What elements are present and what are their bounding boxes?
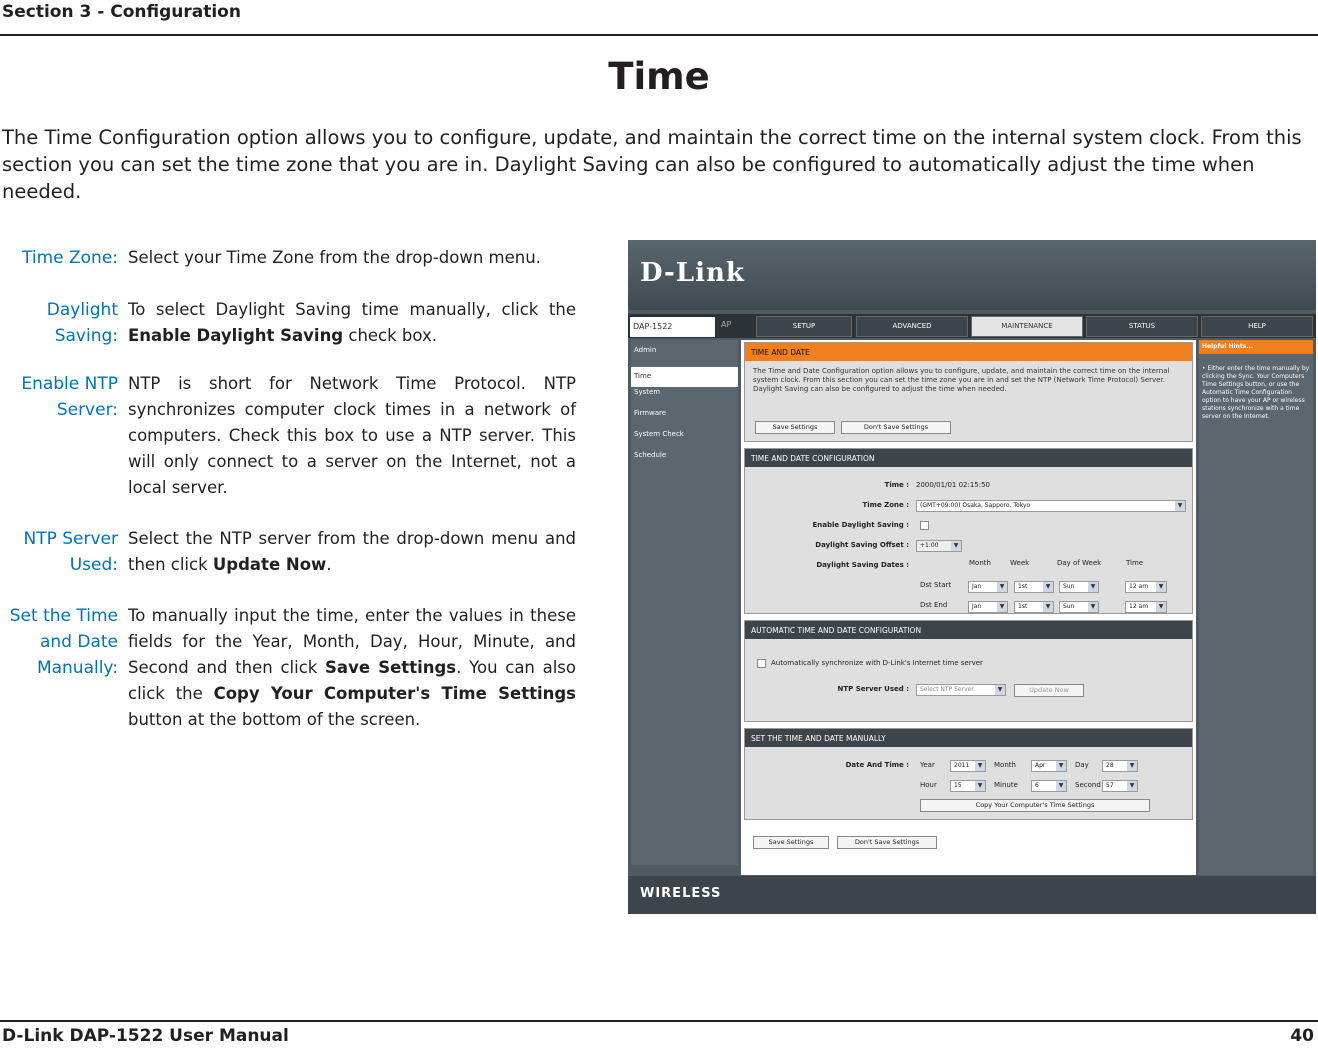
dst-end-select[interactable] (968, 601, 1008, 613)
time-zone-value: (GMT+09:00) Osaka, Sapporo, Tokyo (920, 502, 1031, 509)
auto-config-header: AUTOMATIC TIME AND DATE CONFIGURATION (745, 621, 1192, 639)
term-label-line: Saving: (54, 326, 118, 346)
left-nav (631, 340, 738, 865)
term-label-line: Time Zone: (21, 248, 118, 268)
wireless-label: WIRELESS (640, 886, 722, 901)
chevron-down-icon: ▼ (1043, 582, 1053, 592)
minute-label: Minute (994, 781, 1018, 789)
intro-paragraph: The Time Configuration option allows you to configure, update, and maintain the correct time on the internal system clock. From this section you can set the time zone that you are in. Daylight Saving can also be configured to automatically adjust the time when needed. (2, 126, 1302, 203)
chevron-down-icon: ▼ (1127, 761, 1137, 771)
tab-maintenance[interactable]: MAINTENANCE (971, 316, 1083, 337)
hints-text: • Either enter the time manually by clicking the Sync. Your Computers Time Settings button, or use the Automatic Time Configuration option to have your AP or wireless stations synchronize with a time server on the Internet. (1202, 365, 1310, 420)
enable-dst-checkbox[interactable] (920, 521, 929, 530)
copy-computer-time-button[interactable]: Copy Your Computer's Time Settings (920, 799, 1150, 812)
manual-header: SET THE TIME AND DATE MANUALLY (745, 729, 1192, 747)
chevron-down-icon: ▼ (951, 541, 961, 551)
term-label (0, 603, 118, 681)
ntp-server-value: Select NTP Server (920, 686, 974, 693)
time-and-date-box (744, 342, 1193, 442)
select-value: Sun (1063, 583, 1075, 590)
select-value: 12 am (1129, 583, 1149, 590)
chevron-down-icon: ▼ (975, 781, 985, 791)
select-value: Jan (972, 603, 982, 610)
year-label: Year (920, 761, 935, 769)
col-day-of-week: Day of Week (1057, 559, 1102, 567)
wireless-footer-bar (628, 876, 1316, 914)
dst-start-label: Dst Start (920, 581, 952, 589)
footer-manual-title: D-Link DAP-1522 User Manual (2, 1026, 289, 1046)
ntp-server-label: NTP Server Used : (837, 685, 909, 693)
section-header: Section 3 - Configuration (2, 2, 241, 22)
term-label-line: Daylight (46, 300, 118, 320)
page-title: Time (608, 55, 710, 98)
model-suffix: AP (721, 320, 732, 329)
term-label-line: Server: (56, 400, 118, 420)
router-screenshot (628, 240, 1316, 914)
definition-emphasis: Copy Your Computer's Time Settings (213, 684, 576, 703)
dst-end-select[interactable] (1059, 601, 1099, 613)
hour-value: 15 (954, 782, 962, 789)
definition-emphasis: Enable Daylight Saving (128, 326, 344, 345)
definition-text: To manually input the time, enter the values in these fields for the Year, Month, Day, Hour, Minute, and Second and then click (128, 606, 576, 677)
month-label: Month (994, 761, 1016, 769)
definition-text: check box. (343, 326, 437, 345)
term-label (0, 526, 118, 578)
auto-config-box (744, 620, 1193, 722)
select-value: Jan (972, 583, 982, 590)
dst-start-select[interactable] (1125, 581, 1167, 593)
second-value: 57 (1106, 782, 1114, 789)
term-label-line: Enable NTP (21, 374, 118, 394)
select-value: 12 am (1129, 603, 1149, 610)
manual-box (744, 728, 1193, 820)
year-value: 2011 (954, 762, 970, 769)
definition-text: Select the NTP server from the drop-down menu and then click (128, 529, 576, 574)
nav-item-system-check[interactable]: System Check (634, 430, 684, 438)
save-settings-button[interactable]: Save Settings (755, 421, 835, 434)
month-select[interactable] (1031, 760, 1067, 772)
bottom-dont-save-settings-button[interactable]: Don't Save Settings (837, 836, 937, 849)
chevron-down-icon: ▼ (1043, 602, 1053, 612)
nav-item-schedule[interactable]: Schedule (634, 451, 667, 459)
definition-text: button at the bottom of the screen. (128, 710, 421, 729)
tab-help[interactable]: HELP (1201, 316, 1313, 337)
dst-start-select[interactable] (1014, 581, 1054, 593)
term-definition (128, 245, 576, 271)
time-and-date-header: TIME AND DATE (745, 343, 1192, 361)
second-label: Second (1075, 781, 1101, 789)
nav-item-system[interactable]: System (634, 388, 661, 396)
term-label-line: Set the Time (9, 606, 118, 626)
dst-end-label: Dst End (920, 601, 948, 609)
update-now-button[interactable]: Update Now (1014, 684, 1084, 697)
definition-text: . You can also click the (128, 658, 576, 703)
definition-text: NTP is short for Network Time Protocol. NTP synchronizes computer clock times in a network of computers. Check this box to use a NTP server. This will only connect to a server on the Internet, not a local server. (128, 374, 576, 497)
day-value: 28 (1106, 762, 1114, 769)
top-rule (0, 34, 1318, 36)
chevron-down-icon: ▼ (1156, 582, 1166, 592)
tab-advanced[interactable]: ADVANCED (856, 316, 968, 337)
time-zone-select[interactable] (916, 500, 1186, 512)
tab-status[interactable]: STATUS (1086, 316, 1198, 337)
hints-title: Helpful Hints... (1202, 343, 1254, 350)
chevron-down-icon: ▼ (975, 761, 985, 771)
chevron-down-icon: ▼ (997, 582, 1007, 592)
bottom-save-settings-button[interactable]: Save Settings (753, 836, 829, 849)
term-label-line: NTP Server (23, 529, 118, 549)
time-zone-label: Time Zone : (862, 501, 909, 509)
term-definition (128, 526, 576, 578)
dlink-logo: D-Link (640, 258, 745, 288)
second-select[interactable] (1102, 780, 1138, 792)
day-label: Day (1075, 761, 1089, 769)
dst-end-select[interactable] (1014, 601, 1054, 613)
chevron-down-icon: ▼ (1088, 602, 1098, 612)
term-definition (128, 297, 576, 349)
definition-text: To select Daylight Saving time manually, click the (128, 300, 576, 319)
time-label: Time : (884, 481, 909, 489)
minute-value: 6 (1035, 782, 1039, 789)
definition-emphasis: Save Settings (325, 658, 457, 677)
day-select[interactable] (1102, 760, 1138, 772)
ntp-server-select[interactable] (916, 684, 1006, 696)
bottom-rule (0, 1020, 1318, 1022)
year-select[interactable] (950, 760, 986, 772)
term-label-line: and Date (39, 632, 118, 652)
config-header: TIME AND DATE CONFIGURATION (745, 449, 1192, 467)
dst-end-select[interactable] (1125, 601, 1167, 613)
chevron-down-icon: ▼ (995, 685, 1005, 695)
enable-dst-label: Enable Daylight Saving : (812, 521, 909, 529)
nav-item-firmware[interactable]: Firmware (634, 409, 667, 417)
term-label (0, 371, 118, 423)
auto-sync-label: Automatically synchronize with D-Link's Internet time server (771, 659, 983, 667)
tab-setup[interactable]: SETUP (756, 316, 852, 337)
chevron-down-icon: ▼ (1056, 761, 1066, 771)
footer-page-number: 40 (1290, 1026, 1314, 1046)
chevron-down-icon: ▼ (1156, 602, 1166, 612)
chevron-down-icon: ▼ (997, 602, 1007, 612)
dst-dates-label: Daylight Saving Dates : (816, 561, 909, 569)
month-value: Apr (1035, 762, 1046, 769)
time-value: 2000/01/01 02:15:50 (916, 481, 991, 489)
dont-save-settings-button[interactable]: Don't Save Settings (841, 421, 951, 434)
col-time: Time (1126, 559, 1144, 567)
hour-select[interactable] (950, 780, 986, 792)
col-month: Month (969, 559, 991, 567)
term-label-line: Used: (69, 555, 118, 575)
select-value: 1st (1018, 583, 1028, 590)
term-label (0, 245, 118, 271)
chevron-down-icon: ▼ (1175, 501, 1185, 511)
auto-sync-checkbox[interactable] (757, 659, 766, 668)
definition-emphasis: Update Now (212, 555, 327, 574)
select-value: 1st (1018, 603, 1028, 610)
definition-text: Select your Time Zone from the drop-down menu. (128, 248, 541, 267)
time-and-date-text: The Time and Date Configuration option allows you to configure, update, and maintain the correct time on the internal system clock. From this section you can set the time zone you are in and set the NTP (Network Time Protocol) Server. Daylight Saving can also be configured to adjust the time when needed. (753, 367, 1170, 393)
dst-start-select[interactable] (1059, 581, 1099, 593)
chevron-down-icon: ▼ (1088, 582, 1098, 592)
nav-item-time[interactable]: Time (631, 367, 738, 387)
dst-offset-label: Daylight Saving Offset : (815, 541, 909, 549)
minute-select[interactable] (1031, 780, 1067, 792)
dst-offset-select[interactable] (916, 540, 962, 552)
date-and-time-label: Date And Time : (845, 761, 909, 769)
content-area (741, 340, 1196, 875)
model-label: DAP-1522 (630, 317, 715, 337)
dst-start-select[interactable] (968, 581, 1008, 593)
term-label (0, 297, 118, 349)
select-value: Sun (1063, 603, 1075, 610)
nav-item-admin[interactable]: Admin (634, 346, 657, 354)
chevron-down-icon: ▼ (1127, 781, 1137, 791)
term-definition (128, 603, 576, 733)
hour-label: Hour (920, 781, 937, 789)
dst-offset-value: +1:00 (920, 542, 939, 549)
definition-text: . (326, 555, 332, 574)
config-box (744, 448, 1193, 614)
term-definition (128, 371, 576, 501)
col-week: Week (1010, 559, 1030, 567)
chevron-down-icon: ▼ (1056, 781, 1066, 791)
helpful-hints-panel (1199, 340, 1313, 875)
term-label-line: Manually: (36, 658, 118, 678)
